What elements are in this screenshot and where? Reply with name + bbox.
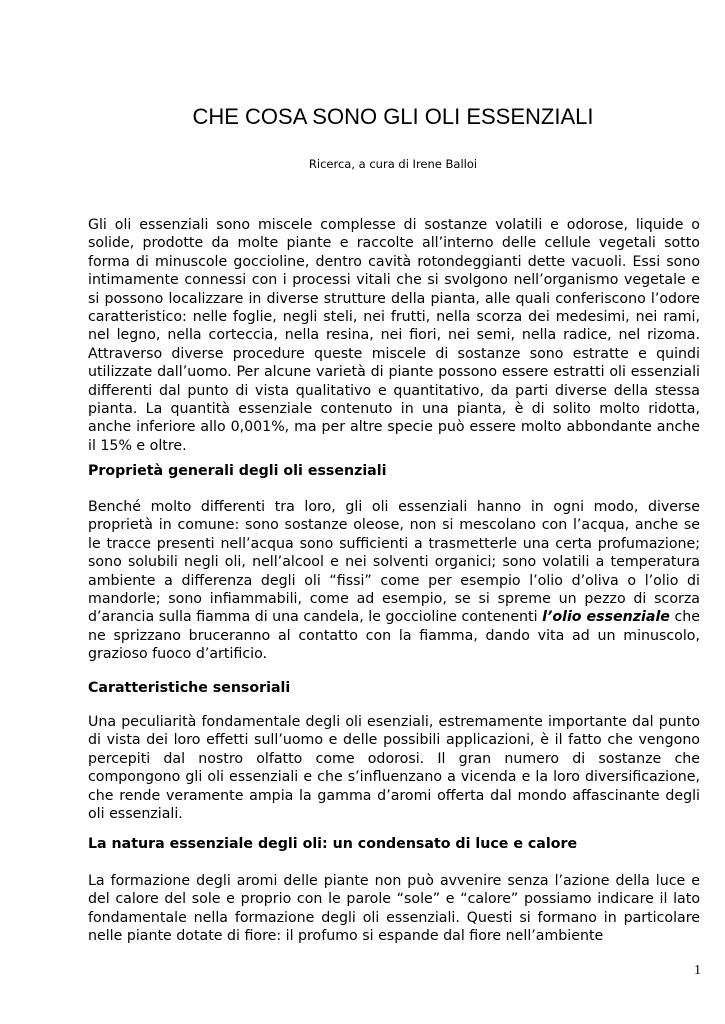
- nature-paragraph: La formazione degli aromi delle piante non può avvenire senza l’azione della luce e del calore del sole e proprio con le parole “sole” e “calore” possiamo indicare il lato fondamentale nella formazione degli oli essenziali. Questi si formano in particolare nelle piante dotate di fiore: il profumo si espande dal fiore nell’ambiente: [88, 873, 700, 945]
- section-heading-nature: La natura essenziale degli oli: un condensato di luce e calore: [88, 836, 578, 852]
- intro-paragraph: Gli oli essenziali sono miscele complesse di sostanze volatili e odorose, liquide o solide, prodotte da molte piante e raccolte all’interno delle cellule vegetali sotto forma di minuscole goccioline, dentro cavità rotondeggianti dette vacuoli. Essi sono intimamente connessi con i processi vitali che si svolgono nell’organismo vegetale e si possono localizzare in diverse strutture della pianta, alle quali conferiscono l’odore caratteristico: nelle foglie, negli steli, nei frutti, nella scorza dei medesimi, nei rami, nel legno, nella corteccia, nella resina, nei fiori, nei semi, nella radice, nel rizoma. Attraverso diverse procedure queste miscele di sostanze sono estratte e quindi utilizzate dall’uomo. Per alcune varietà di piante possono essere estratti oli essenziali differenti dal punto di vista qualitativo e quantitativo, da parti diverse della stessa pianta. La quantità essenziale contenuto in una pianta, è di solito molto ridotta, anche inferiore allo 0,001%, ma per altre specie può essere molto abbondante anche il 15% e oltre.: [88, 217, 700, 454]
- page-number: 1: [694, 963, 701, 978]
- section-heading-properties: Proprietà generali degli oli essenziali: [88, 463, 387, 479]
- properties-text-end: che ne sprizzano bruceranno al contatto con la fiamma, dando vita ad un minuscolo, grazioso fuoco d’artificio.: [88, 609, 700, 663]
- author-line: Ricerca, a cura di Irene Balloi: [308, 157, 478, 171]
- sensory-paragraph: Una peculiarità fondamentale degli oli esenziali, estremamente importante dal punto di vista dei loro effetti sull’uomo e delle possibili applicazioni, è il fatto che vengono percepiti dal nostro olfatto come odorosi. Il gran numero di sostanze che compongono gli oli essenziali e che s’influenzano a vicenda e la loro diversificazione, che rende veramente ampia la gamma d’aromi offerta dal mondo affascinante degli oli essenziali.: [88, 714, 700, 823]
- section-heading-sensory: Caratteristiche sensoriali: [88, 680, 291, 696]
- properties-text-start: Benché molto differenti tra loro, gli oli essenziali hanno in ogni modo, diverse proprietà in comune: sono sostanze oleose, non si mescolano con l’acqua, anche se le tracce presenti nell’acqua sono sufficienti a trasmetterle una certa profumazione; sono solubili negli oli, nell’alcool e nei solventi organici; sono volatili a temperatura ambiente a differenza degli oli “fissi” come per esempio l’olio d’oliva o l’olio di mandorle; sono infiammabili, come ad esempio, se si spreme un pezzo di scorza d’arancia sulla fiamma di una candela, le goccioline contenenti: [88, 499, 700, 626]
- essential-oil-emphasis: l’olio essenziale: [542, 609, 670, 626]
- page-title: CHE COSA SONO GLI OLI ESSENZIALI: [192, 104, 594, 129]
- properties-paragraph: [88, 498, 700, 664]
